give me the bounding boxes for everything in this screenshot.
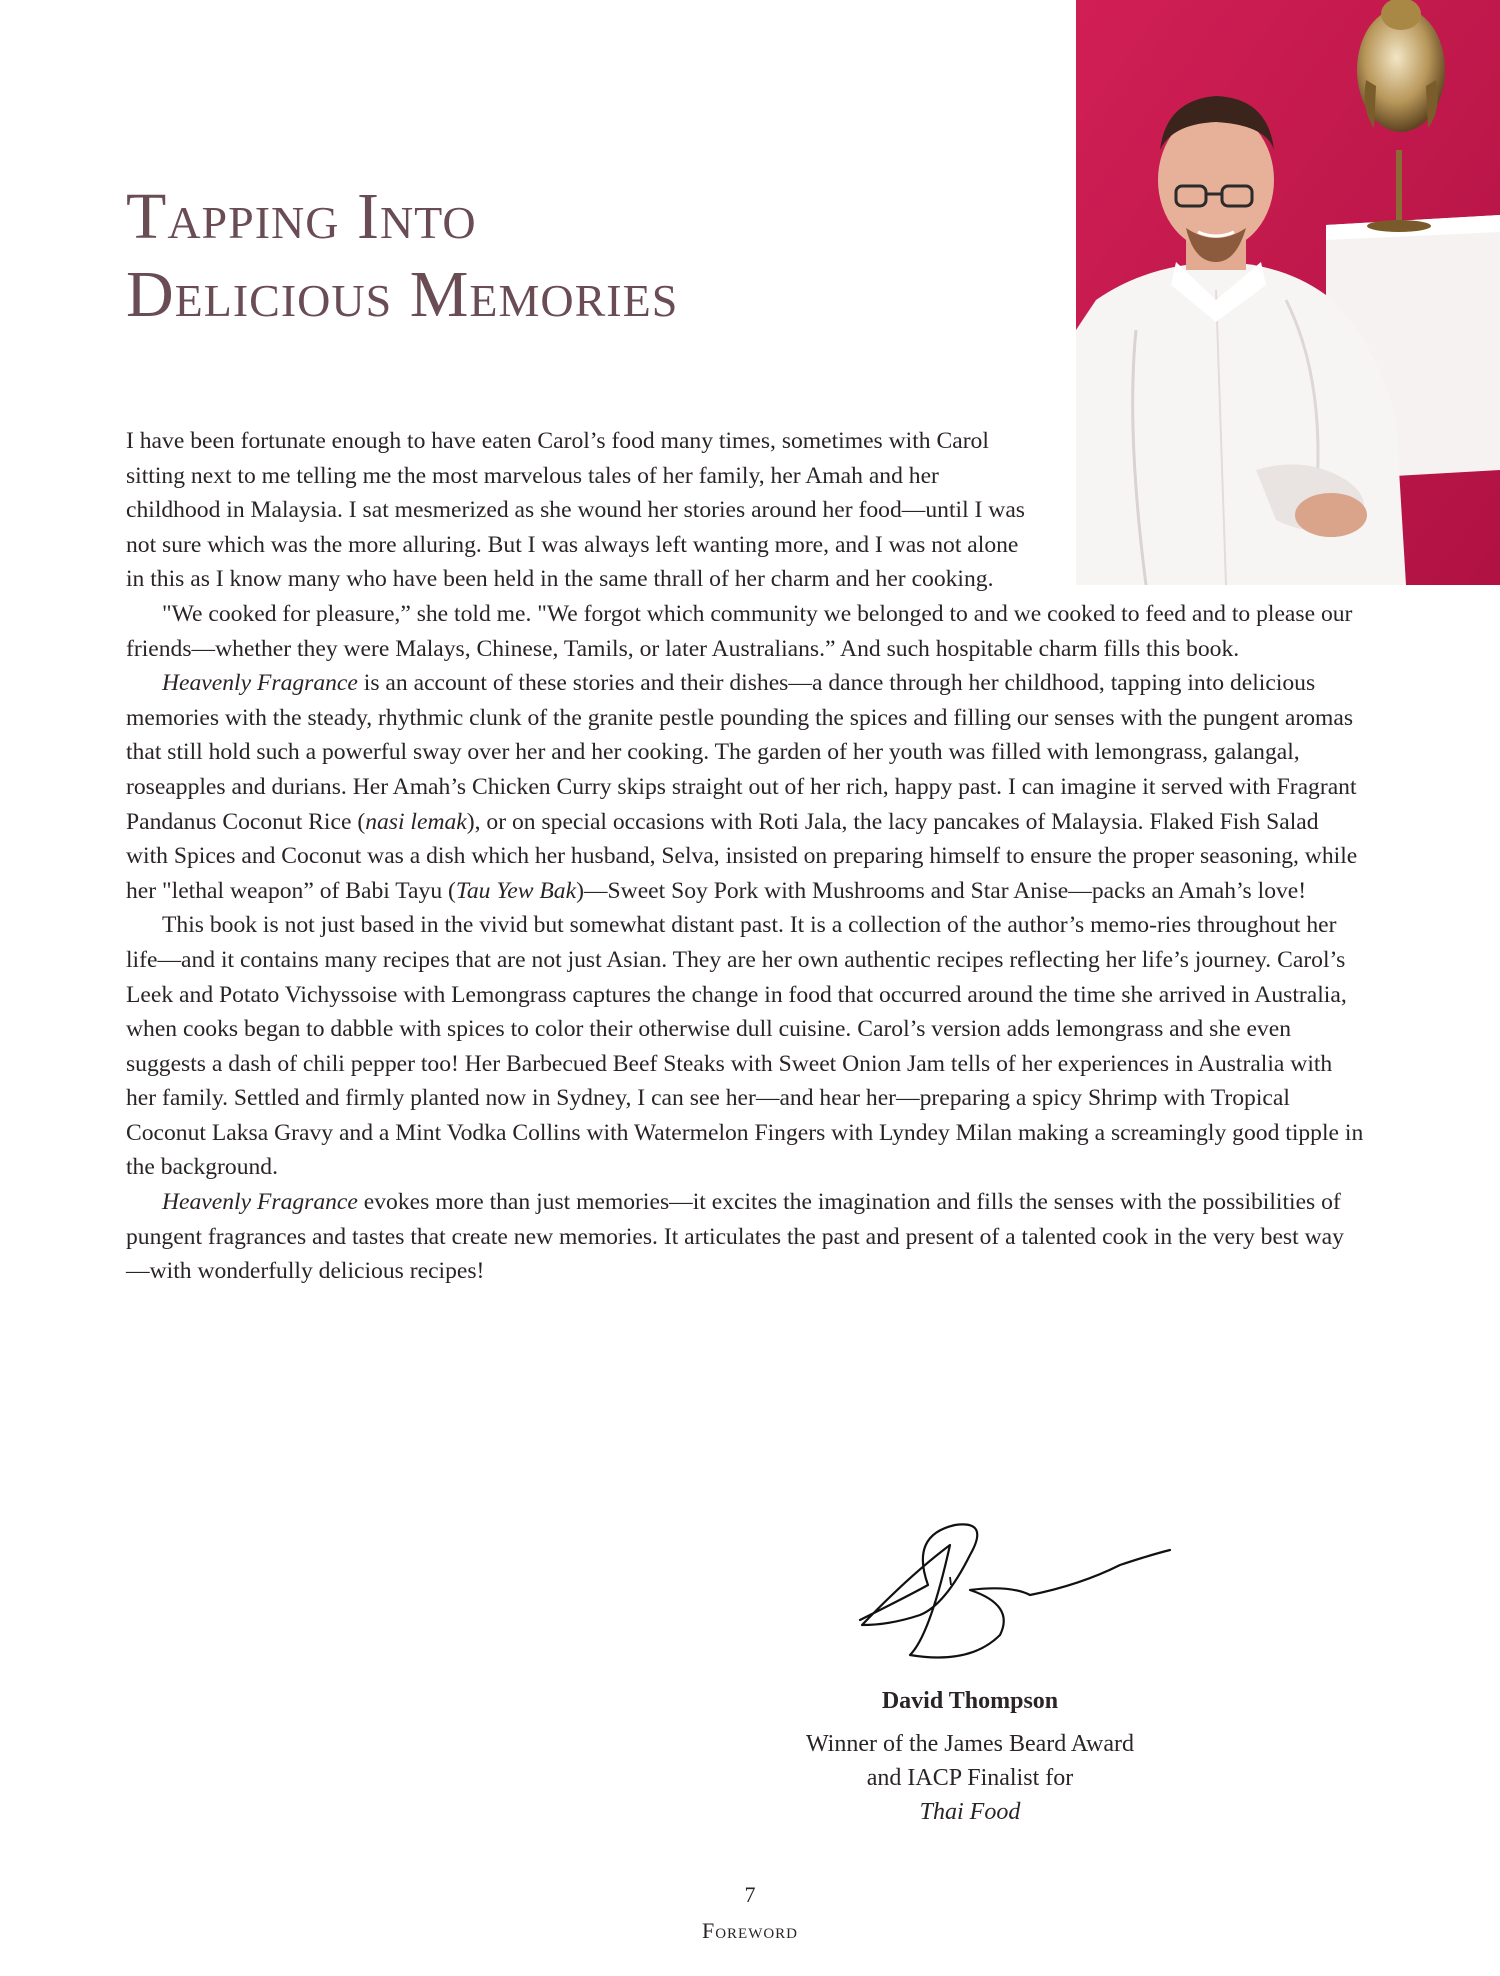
foreword-body [126,424,1366,1289]
book-title-ref: Heavenly Fragrance [162,1189,358,1216]
thai-food-title: Thai Food [919,1799,1021,1825]
paragraph-3-text-1: is an account of these stories and their dishes—a dance through her childhood, tapping into delicious memories with the steady, rhythmic clunk of the granite pestle pounding the spices and filling our senses with the pungent aromas that still hold such a powerful sway over her and her cooking. The garden of her youth was filled with lemongrass, galangal, roseapples and durians. Her Amah’s Chicken Curry skips straight out of her rich, happy past. I can imagine it served with Fragrant Pandanus Coconut Rice ( [126,670,1357,835]
paragraph-5-text: evokes more than just memories—it excites the imagination and fills the senses with the possibilities of pungent fragrances and tastes that create new memories. It articulates the past and present of a talented cook in the very best way—with wonderfully delicious recipes! [126,1189,1344,1285]
signature-icon [850,1515,1190,1665]
credential-line-1: Winner of the James Beard Award [805,1731,1135,1757]
paragraph-2: "We cooked for pleasure,” she told me. "We forgot which community we belonged to and we cooked to feed and to please our friends—whether they were Malays, Chinese, Tamils, or later Australians.” And such hospitable charm fills this book. [126,600,1353,662]
paragraph-3 [126,666,1366,908]
paragraph-3-text-3: )—Sweet Soy Pork with Mushrooms and Star Anise—packs an Amah’s love! [576,877,1307,904]
book-title-ref: Heavenly Fragrance [162,670,358,697]
author-name: David Thompson [881,1688,1059,1714]
tau-yew-bak-term: Tau Yew Bak [455,877,577,904]
title-line-1: Tapping Into [126,180,477,253]
title-line-2: Delicious Memories [126,258,679,331]
credential-prefix: and IACP Finalist for [866,1765,1074,1791]
credential-line-2 [740,1761,1200,1829]
nasi-lemak-term: nasi lemak [365,808,467,835]
paragraph-5 [126,1185,1366,1289]
paragraph-1: I have been fortunate enough to have eaten Carol’s food many times, sometimes with Carol sitting next to me telling me the most marvelous tales of her family, her Amah and her childhood in Malaysia. I sat mesmerized as she wound her stories around her food—until I was not sure which was the more alluring. But I was always left wanting more, and I was not alone in this as I know many who have been held in the same thrall of her charm and her cooking. [126,428,1025,593]
paragraph-4: This book is not just based in the vivid but somewhat distant past. It is a collection of the author’s memo-ries throughout her life—and it contains many recipes that are not just Asian. They are her own authentic recipes reflecting her life’s journey. Carol’s Leek and Potato Vichyssoise with Lemongrass captures the change in food that occurred around the time she arrived in Australia, when cooks began to dabble with spices to color their otherwise dull cuisine. Carol’s version adds lemongrass and she even suggests a dash of chili pepper too! Her Barbecued Beef Steaks with Sweet Onion Jam tells of her experiences in Australia with her family. Settled and firmly planted now in Sydney, I can see her—and hear her—preparing a spicy Shrimp with Tropical Coconut Laksa Gravy and a Mint Vodka Collins with Watermelon Fingers with Lyndey Milan making a screamingly good tipple in the background. [126,912,1364,1181]
paragraph-3-text-2: ), or on special occasions with Roti Jala, the lacy pancakes of Malaysia. Flaked Fish Salad with Spices and Coconut was a dish which her husband, Selva, insisted on preparing himself to ensure the proper seasoning, while her "lethal weapon” of Babi Tayu ( [126,808,1358,904]
section-footer: Foreword [701,1918,799,1943]
page-title [126,178,678,334]
page-number: 7 [744,1882,756,1907]
author-credentials [740,1727,1200,1829]
